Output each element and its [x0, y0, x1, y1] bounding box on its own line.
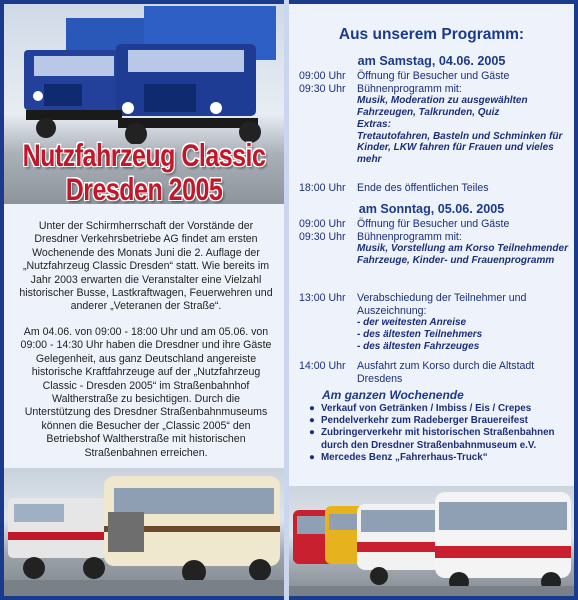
photo-vintage-bus-firetruck: [4, 468, 284, 596]
saturday-end: 18:00 Uhr Ende des öffentlichen Teiles: [299, 182, 489, 194]
award-item: - des ältesten Teilnehmers: [357, 328, 483, 340]
sunday-schedule: [299, 218, 569, 267]
list-item: ● Zubringerverkehr mit historischen Straßenbahnen durch den Dresdner Straßenbahnmuseum e.V.: [309, 427, 555, 451]
event-title-line2: Dresden 2005: [65, 172, 223, 204]
sunday-title: am Sonntag, 05.06. 2005: [358, 202, 505, 216]
details-paragraph: Am 04.06. von 09:00 - 18:00 Uhr und am 05.06. von 09:00 - 14:30 Uhr haben die Dresdner und ihre Gäste Gelegenheit, aus ganz Deutschland angereiste historische Kraftfahrzeuge auf der „Nutzfahrzeug Classic - Dresden 2005“ im Straßenbahnhof Waltherstraße zu besichtigen. Durch die Unterstützung des Dresdner Straßenbahnmuseums können die Besucher der „Classic 2005“ den Betriebshof Waltherstraße mit historischen Straßenbahnen erreichen.: [20, 326, 272, 459]
schedule-row: 09:00 Uhr Öffnung für Besucher und Gäste: [299, 218, 510, 230]
saturday-extras: Tretautofahren, Basteln und Schminken für Kinder, LKW fahren für Frauen und vieles mehr: [357, 130, 563, 166]
sunday-program: Musik, Vorstellung am Korso Teilnehmender Fahrzeuge, Kinder- und Frauenprogramm: [357, 243, 568, 266]
sunday-farewell: 13:00 Uhr Verabschiedung der Teilnehmer und Auszeichnung: - der weitesten Anreise - des ältesten Teilnehmers - des ältesten Fahrzeuges: [299, 292, 569, 353]
sunday-korso: 14:00 Uhr Ausfahrt zum Korso durch die Altstadt Dresdens: [299, 360, 535, 385]
extras-label: Extras:: [357, 118, 391, 130]
left-panel: [4, 4, 284, 596]
event-title-line1: Nutzfahrzeug Classic: [22, 138, 266, 174]
weekend-list: [309, 403, 569, 464]
weekend-title: Am ganzen Wochenende: [322, 388, 464, 402]
trucks-illustration: [4, 4, 284, 144]
intro-paragraph: Unter der Schirmherrschaft der Vorstände der Dresdner Verkehrsbetriebe AG findet am ersten Wochenende des Monats Juni die 2. Auflage der „Nutzfahrzeug Classic Dresden“ statt. Wie bereits im Jahr 2003 erwarten die Veranstalter eine Vielzahl historischer Busse, Lastkraftwagen, Feuerwehren und anderer „Veteranen der Straße“.: [19, 220, 273, 313]
saturday-title: am Samstag, 04.06. 2005: [357, 54, 506, 68]
saturday-schedule: [299, 70, 569, 166]
vehicles-illustration: [4, 468, 284, 596]
right-panel: [289, 4, 574, 596]
schedule-row: 09:30 Uhr Bühnenprogramm mit:: [299, 230, 462, 243]
list-item: ● Verkauf von Getränken / Imbiss / Eis / Crepes: [309, 403, 532, 414]
program-heading: Aus unserem Programm:: [338, 26, 525, 43]
list-item: ● Pendelverkehr zum Radeberger Brauereifest: [309, 415, 528, 427]
schedule-row: 09:30 Uhr Bühnenprogramm mit:: [299, 82, 462, 95]
hero-photo-trucks: [4, 4, 284, 204]
award-item: - des ältesten Fahrzeuges: [357, 340, 480, 352]
list-item: ● Mercedes Benz „Fahrerhaus-Truck“: [309, 451, 488, 463]
saturday-program: Musik, Moderation zu ausgewählten Fahrzeugen, Talkrunden, Quiz: [357, 95, 528, 118]
buses-illustration: [289, 486, 574, 596]
schedule-row: 09:00 Uhr Öffnung für Besucher und Gäste: [299, 70, 510, 82]
photo-vintage-buses: [289, 486, 574, 596]
award-item: - der weitesten Anreise: [357, 317, 467, 329]
